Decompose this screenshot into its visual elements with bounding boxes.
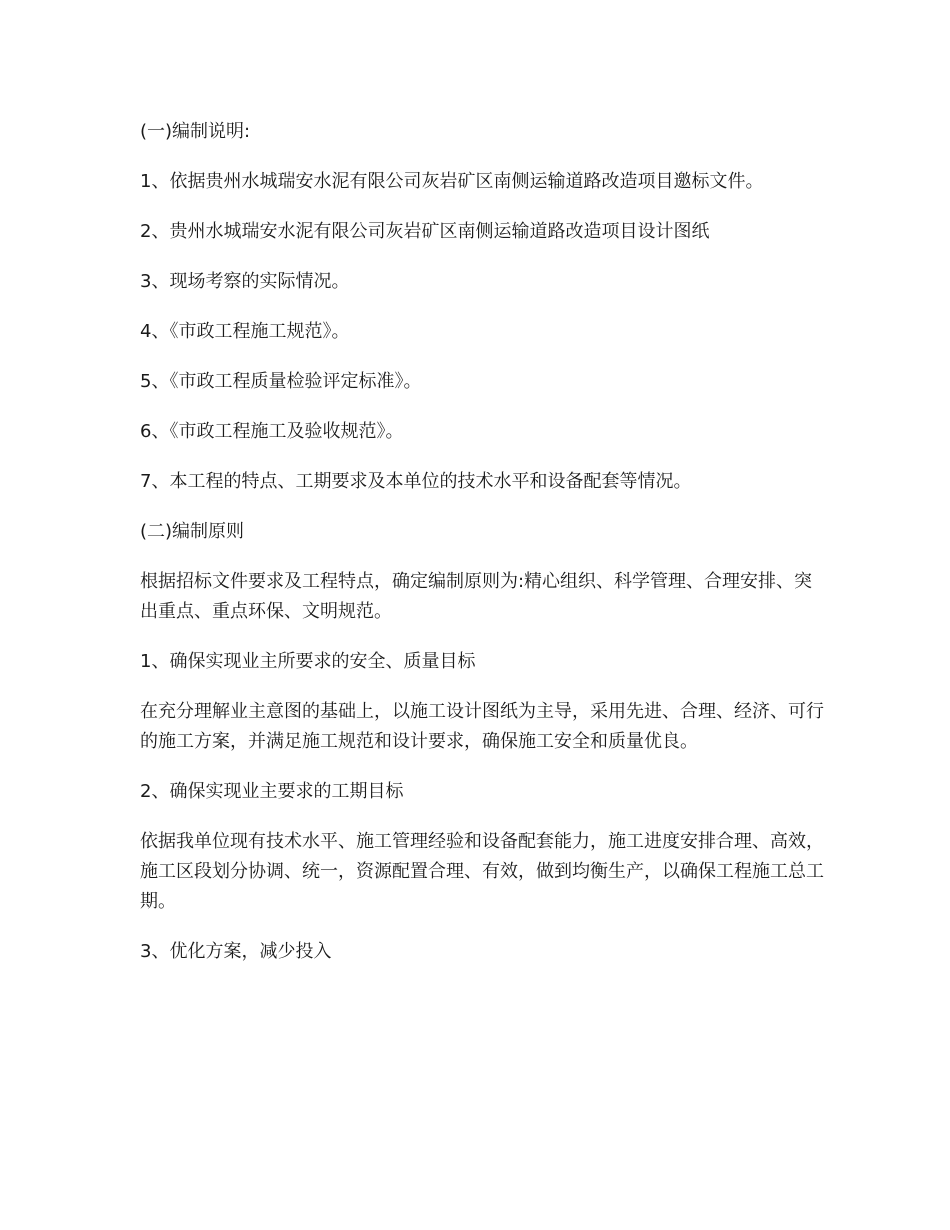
basis-item-5: 5、《市政工程质量检验评定标准》。 [140, 371, 422, 392]
section-heading-compilation-notes: (一)编制说明: [140, 121, 251, 142]
principle-body-1: 在充分理解业主意图的基础上，以施工设计图纸为主导，采用先进、合理、经济、可行的施工方案，并满足施工规范和设计要求，确保施工安全和质量优良。 [140, 701, 824, 752]
basis-item-2: 2、贵州水城瑞安水泥有限公司灰岩矿区南侧运输道路改造项目设计图纸 [140, 221, 710, 242]
principle-heading-2: 2、确保实现业主要求的工期目标 [140, 781, 404, 802]
basis-item-6: 6、《市政工程施工及验收规范》。 [140, 421, 404, 442]
principle-heading-1: 1、确保实现业主所要求的安全、质量目标 [140, 651, 476, 672]
principle-heading-3: 3、优化方案，减少投入 [140, 941, 332, 962]
basis-item-4: 4、《市政工程施工规范》。 [140, 321, 350, 342]
basis-item-7: 7、本工程的特点、工期要求及本单位的技术水平和设备配套等情况。 [140, 471, 692, 492]
principles-intro: 根据招标文件要求及工程特点，确定编制原则为:精心组织、科学管理、合理安排、突出重点、重点环保、文明规范。 [140, 571, 813, 622]
basis-item-3: 3、现场考察的实际情况。 [140, 271, 350, 292]
principle-body-2: 依据我单位现有技术水平、施工管理经验和设备配套能力，施工进度安排合理、高效，施工区段划分协调、统一，资源配置合理、有效，做到均衡生产，以确保工程施工总工期。 [140, 831, 824, 912]
section-heading-compilation-principles: (二)编制原则 [140, 521, 245, 542]
document-body [140, 117, 825, 987]
basis-item-1: 1、依据贵州水城瑞安水泥有限公司灰岩矿区南侧运输道路改造项目邀标文件。 [140, 171, 764, 192]
